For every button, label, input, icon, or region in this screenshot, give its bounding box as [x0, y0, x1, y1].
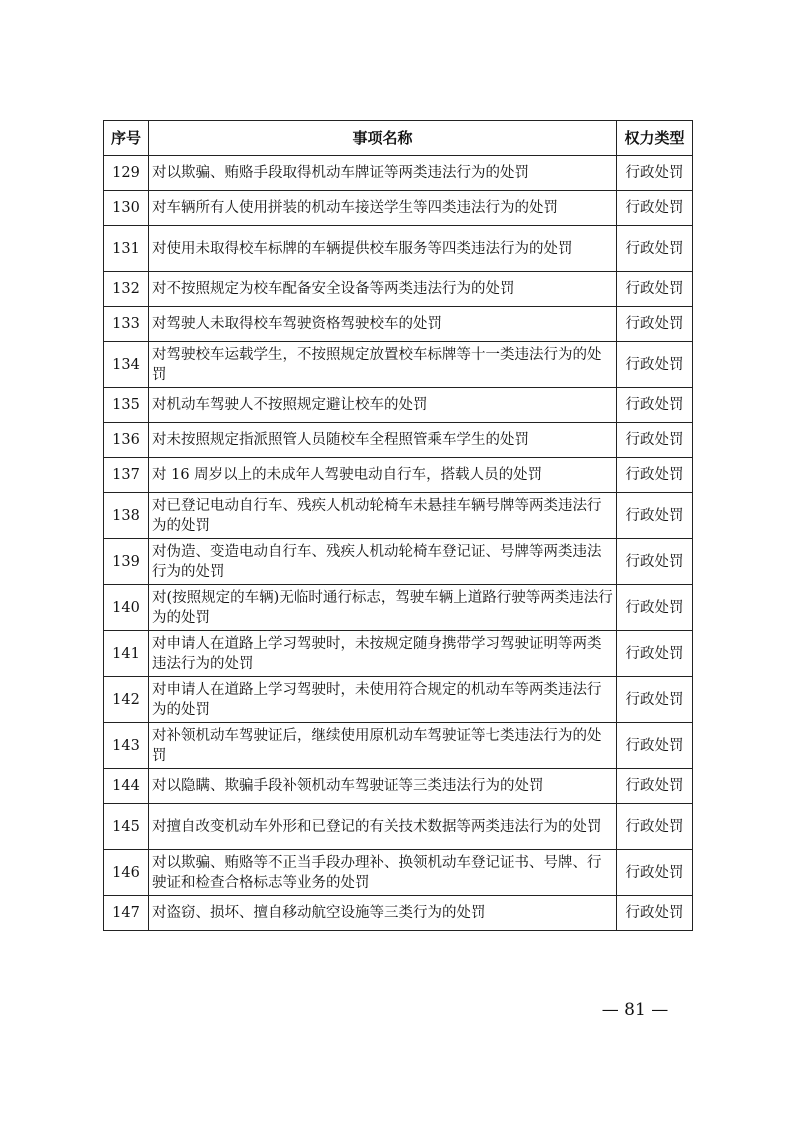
row-serial-number: 135 — [104, 388, 149, 423]
row-item-name: 对以欺骗、贿赂手段取得机动车牌证等两类违法行为的处罚 — [149, 156, 617, 191]
row-item-name: 对使用未取得校车标牌的车辆提供校车服务等四类违法行为的处罚 — [149, 226, 617, 272]
table-row — [104, 156, 693, 191]
row-item-name: 对(按照规定的车辆)无临时通行标志，驾驶车辆上道路行驶等两类违法行为的处罚 — [149, 585, 617, 631]
row-serial-number: 134 — [104, 342, 149, 388]
row-power-type: 行政处罚 — [617, 631, 693, 677]
row-serial-number: 139 — [104, 539, 149, 585]
row-item-name: 对补领机动车驾驶证后，继续使用原机动车驾驶证等七类违法行为的处罚 — [149, 723, 617, 769]
row-power-type: 行政处罚 — [617, 850, 693, 896]
row-power-type: 行政处罚 — [617, 156, 693, 191]
row-serial-number: 146 — [104, 850, 149, 896]
row-power-type: 行政处罚 — [617, 342, 693, 388]
table-header-row — [104, 121, 693, 156]
row-serial-number: 144 — [104, 769, 149, 804]
table-row — [104, 539, 693, 585]
row-serial-number: 142 — [104, 677, 149, 723]
row-power-type: 行政处罚 — [617, 769, 693, 804]
table-row — [104, 631, 693, 677]
row-serial-number: 133 — [104, 307, 149, 342]
row-power-type: 行政处罚 — [617, 307, 693, 342]
row-power-type: 行政处罚 — [617, 804, 693, 850]
row-item-name: 对申请人在道路上学习驾驶时，未按规定随身携带学习驾驶证明等两类违法行为的处罚 — [149, 631, 617, 677]
row-serial-number: 136 — [104, 423, 149, 458]
table-row — [104, 272, 693, 307]
row-item-name: 对盗窃、损坏、擅自移动航空设施等三类行为的处罚 — [149, 896, 617, 931]
header-power-type: 权力类型 — [617, 121, 693, 156]
row-power-type: 行政处罚 — [617, 191, 693, 226]
row-power-type: 行政处罚 — [617, 493, 693, 539]
row-serial-number: 131 — [104, 226, 149, 272]
row-item-name: 对擅自改变机动车外形和已登记的有关技术数据等两类违法行为的处罚 — [149, 804, 617, 850]
row-serial-number: 129 — [104, 156, 149, 191]
page-number: — 81 — — [601, 1000, 669, 1020]
row-power-type: 行政处罚 — [617, 226, 693, 272]
row-serial-number: 130 — [104, 191, 149, 226]
table-row — [104, 769, 693, 804]
row-item-name: 对机动车驾驶人不按照规定避让校车的处罚 — [149, 388, 617, 423]
table-row — [104, 388, 693, 423]
table-row — [104, 458, 693, 493]
row-power-type: 行政处罚 — [617, 458, 693, 493]
row-item-name: 对驾驶人未取得校车驾驶资格驾驶校车的处罚 — [149, 307, 617, 342]
row-item-name: 对申请人在道路上学习驾驶时，未使用符合规定的机动车等两类违法行为的处罚 — [149, 677, 617, 723]
table-row — [104, 850, 693, 896]
row-serial-number: 143 — [104, 723, 149, 769]
row-power-type: 行政处罚 — [617, 539, 693, 585]
table-row — [104, 191, 693, 226]
row-power-type: 行政处罚 — [617, 423, 693, 458]
row-item-name: 对驾驶校车运载学生，不按照规定放置校车标牌等十一类违法行为的处罚 — [149, 342, 617, 388]
row-item-name: 对 16 周岁以上的未成年人驾驶电动自行车，搭载人员的处罚 — [149, 458, 617, 493]
table-row — [104, 804, 693, 850]
row-serial-number: 140 — [104, 585, 149, 631]
row-serial-number: 132 — [104, 272, 149, 307]
table-row — [104, 896, 693, 931]
power-items-table — [103, 120, 693, 931]
table-row — [104, 342, 693, 388]
table-row — [104, 423, 693, 458]
row-serial-number: 138 — [104, 493, 149, 539]
row-serial-number: 145 — [104, 804, 149, 850]
table-row — [104, 677, 693, 723]
row-power-type: 行政处罚 — [617, 272, 693, 307]
table-row — [104, 307, 693, 342]
row-power-type: 行政处罚 — [617, 896, 693, 931]
row-power-type: 行政处罚 — [617, 388, 693, 423]
table-row — [104, 723, 693, 769]
header-serial-number: 序号 — [104, 121, 149, 156]
row-item-name: 对伪造、变造电动自行车、残疾人机动轮椅车登记证、号牌等两类违法行为的处罚 — [149, 539, 617, 585]
row-item-name: 对未按照规定指派照管人员随校车全程照管乘车学生的处罚 — [149, 423, 617, 458]
row-serial-number: 147 — [104, 896, 149, 931]
table-row — [104, 585, 693, 631]
row-item-name: 对以隐瞒、欺骗手段补领机动车驾驶证等三类违法行为的处罚 — [149, 769, 617, 804]
row-power-type: 行政处罚 — [617, 677, 693, 723]
row-serial-number: 137 — [104, 458, 149, 493]
row-power-type: 行政处罚 — [617, 723, 693, 769]
row-power-type: 行政处罚 — [617, 585, 693, 631]
table-row — [104, 493, 693, 539]
row-item-name: 对不按照规定为校车配备安全设备等两类违法行为的处罚 — [149, 272, 617, 307]
row-item-name: 对以欺骗、贿赂等不正当手段办理补、换领机动车登记证书、号牌、行驶证和检查合格标志等业务的处罚 — [149, 850, 617, 896]
row-serial-number: 141 — [104, 631, 149, 677]
row-item-name: 对车辆所有人使用拼装的机动车接送学生等四类违法行为的处罚 — [149, 191, 617, 226]
table-row — [104, 226, 693, 272]
header-item-name: 事项名称 — [149, 121, 617, 156]
row-item-name: 对已登记电动自行车、残疾人机动轮椅车未悬挂车辆号牌等两类违法行为的处罚 — [149, 493, 617, 539]
